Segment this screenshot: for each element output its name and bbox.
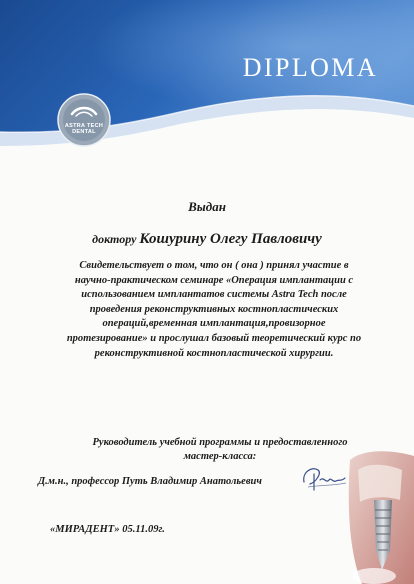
- professor-name: Д.м.н., профессор Путь Владимир Анатольевич: [38, 476, 262, 487]
- program-leader-line1: Руководитель учебной программы и предоставленного: [92, 437, 348, 448]
- body-text-line: Свидетельствует о том, что он ( она ) принял участие в: [79, 260, 349, 271]
- dental-implant-illustration-icon: [344, 430, 414, 584]
- diploma-title: DIPLOMA: [242, 53, 378, 82]
- organization-date: «МИРАДЕНТ» 05.11.09г.: [50, 524, 165, 535]
- recipient-name: Кошурину Олегу Павловичу: [139, 231, 322, 247]
- logo-text: ASTRA TECH DENTAL: [64, 123, 104, 135]
- body-text-line: реконструктивной костнопластической хирургии.: [94, 347, 334, 359]
- body-text-line: протезирование» и прослушал базовый теоретический курс по: [66, 332, 362, 344]
- astra-tech-logo: [56, 92, 112, 148]
- program-leader-line2: мастер-класса:: [183, 451, 257, 462]
- certificate-body-text: [64, 259, 364, 361]
- recipient-prefix: доктору: [92, 232, 137, 246]
- issued-label: Выдан: [188, 199, 226, 214]
- body-text-line: проведения реконструктивных костнопластических: [89, 303, 339, 315]
- logo-emblem-icon: [56, 92, 112, 148]
- diploma-header-banner: [0, 0, 414, 150]
- body-text-line: использованием имплантатов системы Astra Tech после: [81, 289, 347, 301]
- body-text-line: операций,временная имплантация,провизорное: [102, 318, 326, 330]
- body-text-line: научно-практическом семинаре «Операция имплантации с: [74, 274, 354, 286]
- recipient-line: [0, 232, 414, 247]
